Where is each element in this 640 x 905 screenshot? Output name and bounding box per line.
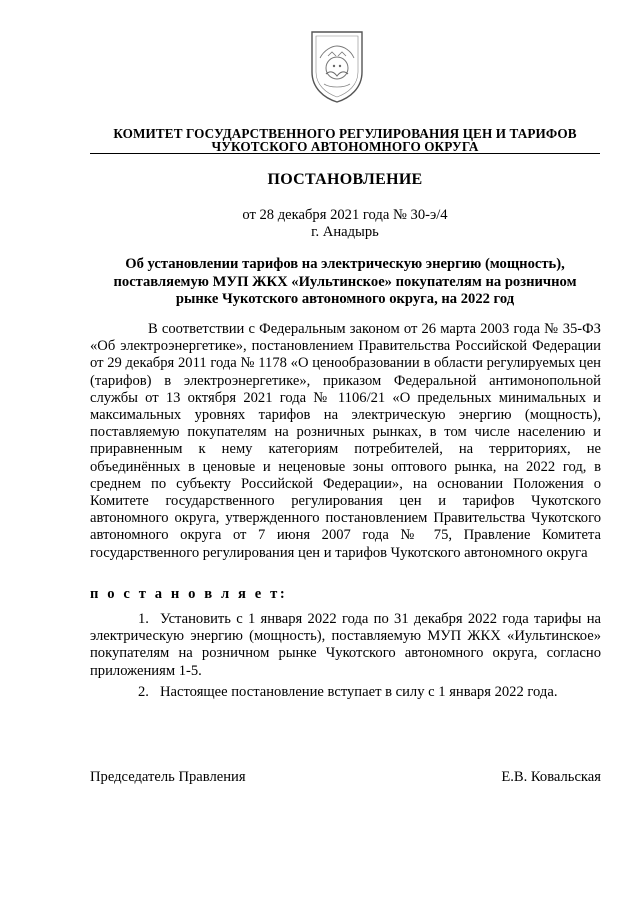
document-subject: Об установлении тарифов на электрическую энергию (мощность), поставляемую МУП ЖКХ «Иультинское» покупателям на розничном рынке Чукотского автономного округа, на 2022 год bbox=[113, 256, 577, 307]
signatory-position: Председатель Правления bbox=[90, 769, 246, 785]
document-type-title: ПОСТАНОВЛЕНИЕ bbox=[267, 171, 423, 188]
org-name-line-1: КОМИТЕТ ГОСУДАРСТВЕННОГО РЕГУЛИРОВАНИЯ ЦЕН И ТАРИФОВ bbox=[113, 126, 577, 141]
document-date-number: от 28 декабря 2021 года № 30-э/4 bbox=[242, 207, 448, 223]
item-text: Настоящее постановление вступает в силу с 1 января 2022 года. bbox=[160, 684, 558, 700]
signatory-name: Е.В. Ковальская bbox=[501, 769, 601, 785]
preamble-paragraph: В соответствии с Федеральным законом от 26 марта 2003 года № 35-ФЗ «Об электроэнергетике», постановлением Правительства Российской Федерации от 29 декабря 2011 года № 1178 «О ценообразовании в области регулируемых цен (тарифов) в электроэнергетике», приказом Федеральной антимонопольной службы от 13 октября 2021 года № 1106/21 «О предельных минимальных и максимальных уровнях тарифов на электрическую энергию (мощность), поставляемую покупателям на розничных рынках, в том числе населению и приравненным к нему категориям потребителей, на территориях, не объединённых в ценовые и неценовые зоны оптового рынка, на 2022 год, в среднем по субъекту Российской Федерации», на основании Положения о Комитете государственного регулирования цен и тарифов Чукотского автономного округа, утвержденного постановлением Правительства Чукотского автономного округа от 7 июня 2007 года № 75, Правление Комитета государственного регулирования цен и тарифов Чукотского автономного округа bbox=[90, 321, 601, 561]
resolution-item-2 bbox=[90, 684, 601, 701]
header-divider bbox=[90, 153, 600, 154]
chukotka-coat-of-arms-icon bbox=[306, 28, 368, 104]
document-city: г. Анадырь bbox=[311, 224, 379, 240]
resolves-label: п о с т а н о в л я е т: bbox=[90, 586, 288, 602]
item-number: 2. bbox=[138, 684, 149, 700]
item-number: 1. bbox=[138, 611, 149, 627]
item-text: Установить с 1 января 2022 года по 31 декабря 2022 года тарифы на электрическую энергию (мощность), поставляемую МУП ЖКХ «Иультинское» покупателям на розничном рынке Чукотского автономного округа, согласно приложениям 1-5. bbox=[90, 611, 601, 679]
org-name-line-2: ЧУКОТСКОГО АВТОНОМНОГО ОКРУГА bbox=[211, 139, 479, 154]
resolution-item-1 bbox=[90, 611, 601, 680]
